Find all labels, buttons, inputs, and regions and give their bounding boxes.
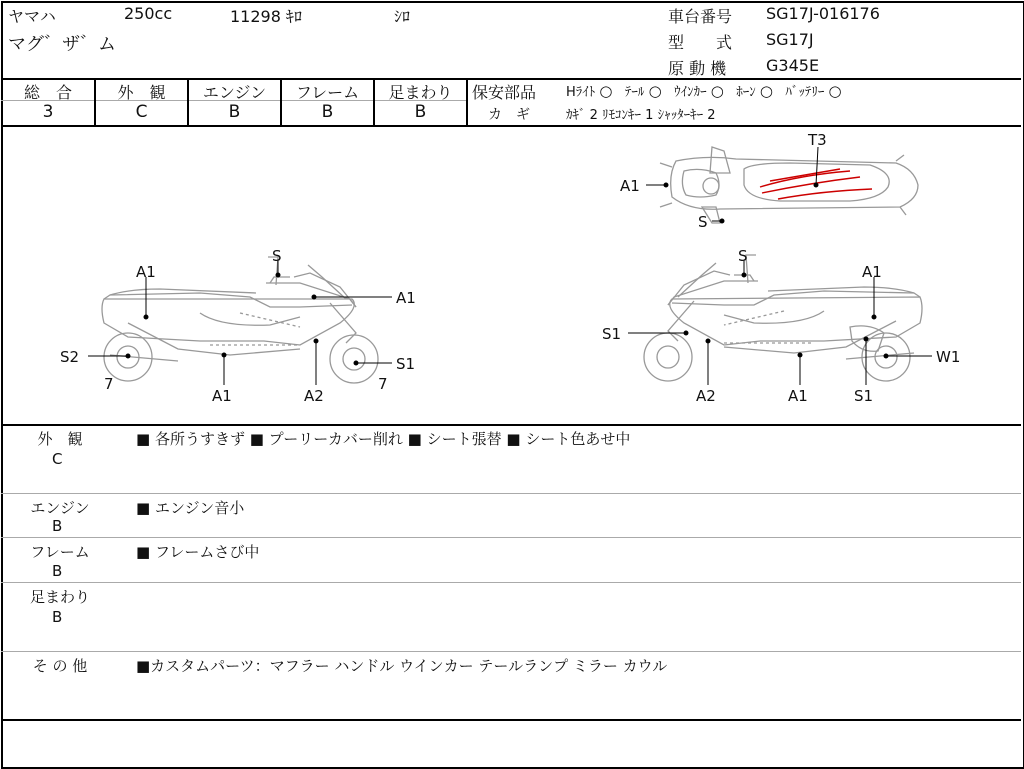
safety-title: 保安部品 <box>472 83 537 102</box>
section-engine-grade: B <box>52 517 63 535</box>
frame-no-label: 車台番号 <box>668 7 733 26</box>
grade-value-engine: B <box>228 102 241 122</box>
section-engine-note: ■ エンジン音小 <box>136 499 245 517</box>
label-right-a2: A2 <box>696 387 716 405</box>
type-label: 型 式 <box>668 33 733 52</box>
label-top-a1: A1 <box>620 177 640 195</box>
mileage: 11298 ｷﾛ <box>230 7 302 26</box>
label-left-a1-cowl: A1 <box>396 289 416 307</box>
safety-horn: ﾎｰﾝ ○ <box>736 82 773 100</box>
label-top-t3: T3 <box>808 131 827 149</box>
grade-label-suspension: 足まわり <box>388 83 453 102</box>
grade-value-overall: 3 <box>42 102 54 122</box>
safety-items <box>566 81 842 100</box>
label-left-a1-seat: A1 <box>136 263 156 281</box>
label-left-s1: S1 <box>396 355 416 373</box>
label-left-7b: 7 <box>378 375 388 393</box>
label-left-7a: 7 <box>104 375 114 393</box>
engine-label: 原 動 機 <box>668 59 727 78</box>
safety-taillight: ﾃｰﾙ ○ <box>624 82 662 100</box>
comments-top-rule <box>1 424 1021 426</box>
section-other-title: そ の 他 <box>32 657 88 675</box>
label-left-s: S <box>272 247 282 265</box>
section-divider <box>1 582 1021 583</box>
grade-label-exterior: 外 観 <box>117 83 166 102</box>
label-right-s1-front: S1 <box>602 325 622 343</box>
grade-label-overall: 総 合 <box>23 83 72 102</box>
grade-label-engine: エンジン <box>202 83 267 102</box>
section-suspension-title: 足まわり <box>29 588 90 606</box>
section-divider <box>1 537 1021 538</box>
label-right-a1-floor: A1 <box>788 387 808 405</box>
key-label: カ ギ <box>488 107 530 123</box>
section-frame-note: ■ フレームさび中 <box>136 543 260 561</box>
safety-winker: ｳｲﾝｶｰ ○ <box>674 82 724 100</box>
type-value: SG17J <box>766 30 814 49</box>
key-value: ｶｷﾞ 2 ﾘﾓｺﾝｷｰ 1 ｼｬｯﾀｰｷｰ 2 <box>566 108 716 123</box>
engine-value: G345E <box>766 56 820 75</box>
color: ｼﾛ <box>394 7 411 26</box>
top-view-motorcycle <box>660 147 918 223</box>
leader-lines <box>88 147 932 385</box>
section-frame-title: フレーム <box>30 543 90 561</box>
grade-label-frame: フレーム <box>295 83 360 102</box>
section-frame-grade: B <box>52 562 63 580</box>
section-exterior-title: 外 観 <box>37 430 83 448</box>
label-right-a1-seat: A1 <box>862 263 882 281</box>
label-left-a1-floor: A1 <box>212 387 232 405</box>
grade-value-exterior: C <box>135 102 148 122</box>
label-right-s1-rear: S1 <box>854 387 874 405</box>
section-exterior-note: ■ 各所うすきず ■ プーリーカバー削れ ■ シート張替 ■ シート色あせ中 <box>136 430 631 448</box>
section-engine-title: エンジン <box>30 499 90 517</box>
label-right-w1: W1 <box>936 348 961 366</box>
grade-value-suspension: B <box>414 102 427 122</box>
frame-no: SG17J-016176 <box>766 4 880 23</box>
maker: ヤマハ <box>8 7 56 26</box>
label-top-s: S <box>698 213 708 231</box>
grade-value-frame: B <box>321 102 334 122</box>
comments-bottom-rule <box>1 719 1021 721</box>
damage-diagram <box>0 127 1022 423</box>
section-other-note: ■カスタムパーツ：マフラー ハンドル ウインカー テールランプ ミラー カウル <box>136 657 668 675</box>
label-left-s2: S2 <box>60 348 80 366</box>
section-divider <box>1 493 1021 494</box>
safety-battery: ﾊﾞｯﾃﾘｰ ○ <box>785 82 842 100</box>
displacement: 250cc <box>124 4 173 23</box>
section-exterior-grade: C <box>52 450 63 468</box>
section-suspension-grade: B <box>52 608 63 626</box>
grade-divider <box>466 79 468 125</box>
label-left-a2: A2 <box>304 387 324 405</box>
safety-headlight: Hﾗｲﾄ ○ <box>566 82 613 100</box>
section-divider <box>1 651 1021 652</box>
model-name: マグ゛ザ゛ム <box>8 34 116 55</box>
label-right-s: S <box>738 247 748 265</box>
